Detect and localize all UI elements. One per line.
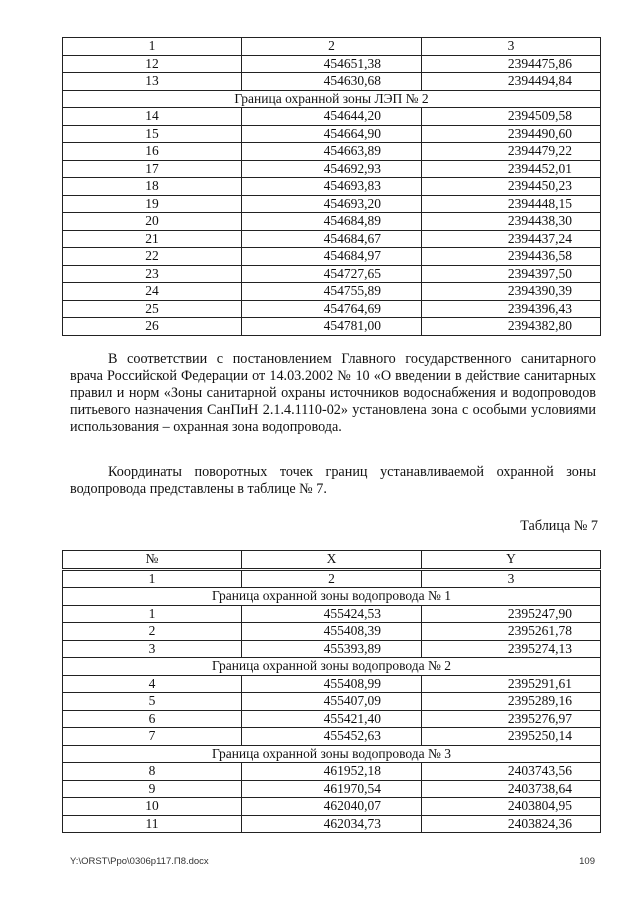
point-number-cell: №: [63, 551, 242, 570]
y-coordinate-cell: 2394490,60: [422, 125, 601, 143]
y-coordinate-cell: 2395289,16: [422, 693, 601, 711]
x-coordinate-cell: 454684,97: [242, 248, 422, 266]
x-coordinate-cell: X: [242, 551, 422, 570]
point-number-cell: 11: [63, 815, 242, 833]
y-coordinate-cell: 2395291,61: [422, 675, 601, 693]
point-number-cell: 15: [63, 125, 242, 143]
point-number-cell: 2: [63, 623, 242, 641]
table-row: [63, 605, 601, 623]
y-coordinate-cell: 2403824,36: [422, 815, 601, 833]
x-coordinate-cell: 454764,69: [242, 300, 422, 318]
point-number-cell: 25: [63, 300, 242, 318]
paragraph-regulation: В соответствии с постановлением Главного государственного санитарного врача Российской Федерации от 14.03.2002 № 10 «О введении в действие санитарных правил и норм «Зоны санитарной охраны источников водоснабжения и водопроводов питьевого назначения СанПиН 2.1.4.1110-02» установлена зона с особыми условиями использования – охранная зона водопровода.: [70, 351, 596, 435]
table-row: [63, 195, 601, 213]
point-number-cell: 19: [63, 195, 242, 213]
table-row: [63, 623, 601, 641]
water-pipeline-zone-table: [62, 550, 601, 833]
x-coordinate-cell: 454755,89: [242, 283, 422, 301]
x-coordinate-cell: 2: [242, 38, 422, 56]
table-row: [63, 73, 601, 91]
zone-section-row: [63, 658, 601, 676]
table-row: [63, 55, 601, 73]
paragraph-coordinates-intro: Координаты поворотных точек границ устанавливаемой охранной зоны водопровода представлены в таблице № 7.: [70, 464, 596, 497]
x-coordinate-cell: 455424,53: [242, 605, 422, 623]
x-coordinate-cell: 454664,90: [242, 125, 422, 143]
table-row: [63, 318, 601, 336]
x-coordinate-cell: 454781,00: [242, 318, 422, 336]
point-number-cell: 26: [63, 318, 242, 336]
point-number-cell: 22: [63, 248, 242, 266]
table-row: [63, 160, 601, 178]
table-row: [63, 248, 601, 266]
x-coordinate-cell: 454693,20: [242, 195, 422, 213]
point-number-cell: 7: [63, 728, 242, 746]
y-coordinate-cell: 3: [422, 38, 601, 56]
x-coordinate-cell: 462040,07: [242, 798, 422, 816]
point-number-cell: 5: [63, 693, 242, 711]
table-row: [63, 178, 601, 196]
table-row: [63, 763, 601, 781]
zone-section-row: [63, 745, 601, 763]
y-coordinate-cell: 2394509,58: [422, 108, 601, 126]
x-coordinate-cell: 455408,39: [242, 623, 422, 641]
x-coordinate-cell: 454663,89: [242, 143, 422, 161]
table-row: [63, 265, 601, 283]
x-coordinate-cell: 454693,83: [242, 178, 422, 196]
y-coordinate-cell: 2394397,50: [422, 265, 601, 283]
y-coordinate-cell: 2395274,13: [422, 640, 601, 658]
point-number-cell: 13: [63, 73, 242, 91]
y-coordinate-cell: 2394438,30: [422, 213, 601, 231]
x-coordinate-cell: 454684,67: [242, 230, 422, 248]
table-row: [63, 213, 601, 231]
point-number-cell: 1: [63, 38, 242, 56]
y-coordinate-cell: 2395261,78: [422, 623, 601, 641]
point-number-cell: 1: [63, 569, 242, 588]
y-coordinate-cell: 2403738,64: [422, 780, 601, 798]
point-number-cell: 8: [63, 763, 242, 781]
x-coordinate-cell: 455408,99: [242, 675, 422, 693]
y-coordinate-cell: 2395247,90: [422, 605, 601, 623]
y-coordinate-cell: 2403804,95: [422, 798, 601, 816]
point-number-cell: 21: [63, 230, 242, 248]
x-coordinate-cell: 461952,18: [242, 763, 422, 781]
table-row: [63, 728, 601, 746]
point-number-cell: 9: [63, 780, 242, 798]
point-number-cell: 3: [63, 640, 242, 658]
table-row: [63, 798, 601, 816]
zone-section-row: [63, 588, 601, 606]
x-coordinate-cell: 462034,73: [242, 815, 422, 833]
table-header-row: [63, 551, 601, 570]
point-number-cell: 1: [63, 605, 242, 623]
point-number-cell: 6: [63, 710, 242, 728]
y-coordinate-cell: 2394494,84: [422, 73, 601, 91]
column-number-row: [63, 569, 601, 588]
table-row: [63, 108, 601, 126]
y-coordinate-cell: 2394436,58: [422, 248, 601, 266]
point-number-cell: 4: [63, 675, 242, 693]
table-row: [63, 710, 601, 728]
point-number-cell: 12: [63, 55, 242, 73]
y-coordinate-cell: 2394437,24: [422, 230, 601, 248]
y-coordinate-cell: 2394479,22: [422, 143, 601, 161]
point-number-cell: 20: [63, 213, 242, 231]
point-number-cell: 17: [63, 160, 242, 178]
x-coordinate-cell: 455393,89: [242, 640, 422, 658]
y-coordinate-cell: 2403743,56: [422, 763, 601, 781]
table-row: [63, 693, 601, 711]
zone-section-title: Граница охранной зоны ЛЭП № 2: [63, 90, 601, 108]
point-number-cell: 24: [63, 283, 242, 301]
x-coordinate-cell: 454684,89: [242, 213, 422, 231]
coordinates-table-body: [63, 38, 601, 336]
y-coordinate-cell: 2394382,80: [422, 318, 601, 336]
x-coordinate-cell: 461970,54: [242, 780, 422, 798]
water-pipeline-table-body: [63, 551, 601, 833]
column-number-row: [63, 38, 601, 56]
table-row: [63, 815, 601, 833]
point-number-cell: 16: [63, 143, 242, 161]
y-coordinate-cell: 3: [422, 569, 601, 588]
y-coordinate-cell: 2394390,39: [422, 283, 601, 301]
zone-section-title: Граница охранной зоны водопровода № 1: [63, 588, 601, 606]
zone-section-title: Граница охранной зоны водопровода № 3: [63, 745, 601, 763]
table-row: [63, 780, 601, 798]
zone-section-row: [63, 90, 601, 108]
y-coordinate-cell: 2394452,01: [422, 160, 601, 178]
table-row: [63, 675, 601, 693]
x-coordinate-cell: 454651,38: [242, 55, 422, 73]
x-coordinate-cell: 455452,63: [242, 728, 422, 746]
point-number-cell: 14: [63, 108, 242, 126]
table-row: [63, 283, 601, 301]
coordinates-table-continued: [62, 37, 601, 336]
x-coordinate-cell: 454630,68: [242, 73, 422, 91]
y-coordinate-cell: 2395276,97: [422, 710, 601, 728]
point-number-cell: 10: [63, 798, 242, 816]
x-coordinate-cell: 2: [242, 569, 422, 588]
y-coordinate-cell: 2394450,23: [422, 178, 601, 196]
y-coordinate-cell: 2395250,14: [422, 728, 601, 746]
x-coordinate-cell: 454644,20: [242, 108, 422, 126]
y-coordinate-cell: 2394396,43: [422, 300, 601, 318]
point-number-cell: 23: [63, 265, 242, 283]
y-coordinate-cell: 2394475,86: [422, 55, 601, 73]
y-coordinate-cell: Y: [422, 551, 601, 570]
zone-section-title: Граница охранной зоны водопровода № 2: [63, 658, 601, 676]
table-row: [63, 300, 601, 318]
point-number-cell: 18: [63, 178, 242, 196]
table-row: [63, 143, 601, 161]
x-coordinate-cell: 454727,65: [242, 265, 422, 283]
page-number: 109: [579, 856, 595, 867]
table-row: [63, 230, 601, 248]
y-coordinate-cell: 2394448,15: [422, 195, 601, 213]
x-coordinate-cell: 455407,09: [242, 693, 422, 711]
table-caption: Таблица № 7: [520, 518, 598, 534]
footer-file-path: Y:\ORST\Ppo\0306p117.П8.docx: [70, 856, 209, 867]
x-coordinate-cell: 455421,40: [242, 710, 422, 728]
table-row: [63, 125, 601, 143]
table-row: [63, 640, 601, 658]
x-coordinate-cell: 454692,93: [242, 160, 422, 178]
